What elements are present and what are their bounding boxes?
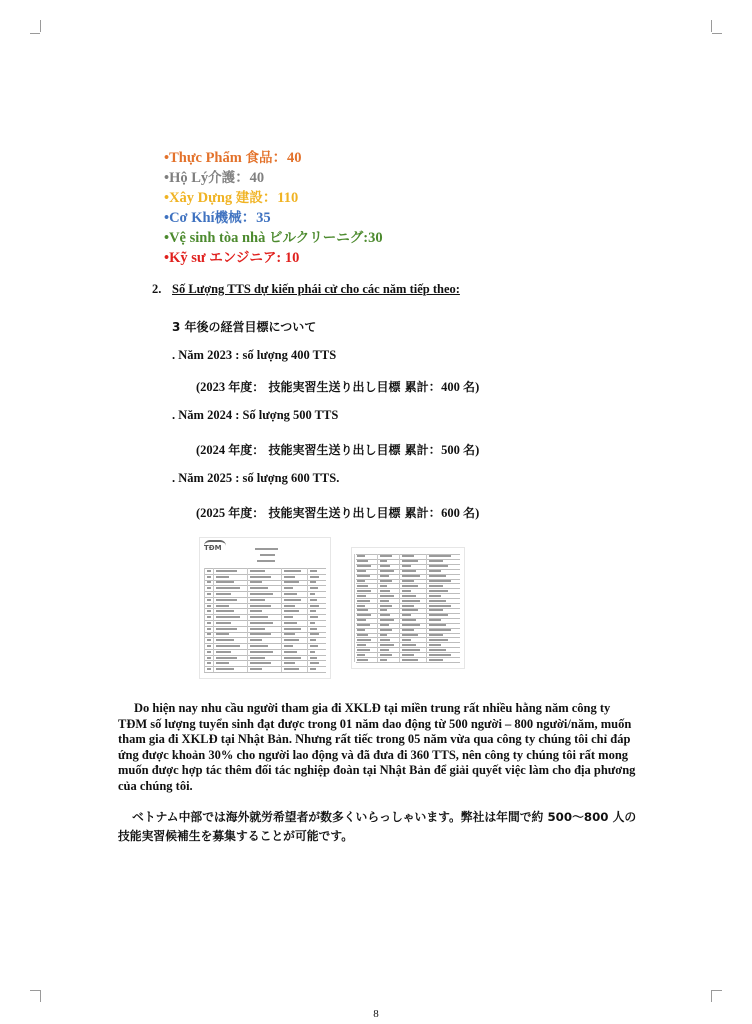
industry-jp: 介護 xyxy=(208,170,236,186)
scan-text-stroke xyxy=(284,628,301,630)
scan-text-stroke xyxy=(380,629,392,631)
scan-text-stroke xyxy=(310,639,316,641)
scan-text-stroke xyxy=(402,570,416,572)
industry-item-machinery xyxy=(164,208,383,228)
scan-text-stroke xyxy=(216,668,234,670)
industry-vi: Kỹ sư xyxy=(169,250,210,266)
scan-text-stroke xyxy=(284,633,295,635)
scan-row-line xyxy=(204,637,326,638)
jp-close: ) xyxy=(475,443,480,457)
jp-count: ：400 xyxy=(428,380,464,394)
scan-text-stroke xyxy=(402,649,420,651)
scan-text-stroke xyxy=(310,633,320,635)
scan-row-line xyxy=(204,580,326,581)
scan-text-stroke xyxy=(357,585,368,587)
scan-text-stroke xyxy=(357,624,369,626)
scan-text-stroke xyxy=(250,657,265,659)
paragraph-vi: Do hiện nay nhu cầu người tham gia đi XKLĐ tại miền trung rất nhiều hằng năm công ty TĐM số lượng tuyển sinh đạt được trong 01 năm dao động từ 500 người – 800 người/năm, muốn tham gia đi XKLĐ tại Nhật Bản. Nhưng rất tiếc trong 05 năm vừa qua công ty chúng tôi chỉ đáp ứng được khoản 30% cho người lao động và đã đưa đi 360 TTS, nên công ty chúng tôi rất mong muốn được hợp tác thêm đối tác nghiệp đoàn tại Nhật Bản để giải quyết việc làm cho địa phương của chúng tôi. xyxy=(118,701,636,793)
scan-text-stroke xyxy=(380,600,389,602)
scan-text-stroke xyxy=(310,622,315,624)
jp-close: ) xyxy=(475,506,480,520)
scan-row-line xyxy=(204,655,326,656)
scan-text-stroke xyxy=(357,644,366,646)
crop-mark-top-left-v xyxy=(40,20,41,32)
scan-row-line xyxy=(204,643,326,644)
jp-count: ：500 xyxy=(428,443,464,457)
scan-text-stroke xyxy=(216,645,240,647)
crop-mark-bottom-right-h xyxy=(712,990,722,991)
scan-text-stroke xyxy=(429,565,449,567)
jp-open: (2024 xyxy=(196,443,229,457)
year-2024-jp xyxy=(196,440,479,458)
scan-text-stroke xyxy=(284,668,299,670)
scan-text-stroke xyxy=(250,651,274,653)
scan-text-stroke xyxy=(207,633,211,635)
scan-text-stroke xyxy=(310,662,320,664)
scan-text-stroke xyxy=(310,605,320,607)
industry-vi: Hộ Lý xyxy=(169,170,209,186)
scanned-document-image-right xyxy=(352,548,464,668)
scan-col-line xyxy=(354,554,355,662)
bullet-icon: • xyxy=(164,250,170,266)
scan-text-stroke xyxy=(429,619,441,621)
scan-text-stroke xyxy=(250,668,263,670)
scan-text-stroke xyxy=(207,622,211,624)
scan-col-line xyxy=(213,568,214,672)
scan-text-stroke xyxy=(402,609,418,611)
scan-text-stroke xyxy=(380,619,394,621)
scan-text-stroke xyxy=(216,610,234,612)
year-2023-vi: . Năm 2023 : số lượng 400 TTS xyxy=(172,348,337,362)
scan-text-stroke xyxy=(207,570,211,572)
scan-text-stroke xyxy=(402,644,416,646)
industry-item-food xyxy=(164,148,383,168)
scan-col-line xyxy=(399,554,400,662)
scan-text-stroke xyxy=(429,595,441,597)
scan-text-stroke xyxy=(250,610,263,612)
scan-text-stroke xyxy=(216,570,237,572)
scan-text-stroke xyxy=(429,590,449,592)
scan-row-line xyxy=(204,626,326,627)
scan-text-stroke xyxy=(429,649,446,651)
scan-text-stroke xyxy=(402,659,418,661)
scan-col-line xyxy=(307,568,308,672)
jp-heading: 3 年後の経営目標について xyxy=(172,320,317,334)
scan-text-stroke xyxy=(402,614,411,616)
scan-row-line xyxy=(204,660,326,661)
scan-text-stroke xyxy=(310,581,316,583)
scan-text-stroke xyxy=(284,651,297,653)
crop-mark-bottom-left-v xyxy=(40,990,41,1002)
scan-text-stroke xyxy=(357,629,364,631)
scan-text-stroke xyxy=(310,593,315,595)
scan-text-stroke xyxy=(380,580,392,582)
scan-text-stroke xyxy=(357,600,369,602)
scan-text-stroke xyxy=(429,624,446,626)
scan-text-stroke xyxy=(250,622,274,624)
scan-text-stroke xyxy=(429,609,443,611)
scan-text-stroke xyxy=(207,581,211,583)
scan-text-stroke xyxy=(250,645,268,647)
scan-text-stroke xyxy=(357,580,364,582)
scan-text-stroke xyxy=(216,622,231,624)
scan-text-stroke xyxy=(402,575,420,577)
scan-text-stroke xyxy=(250,633,271,635)
scan-text-stroke xyxy=(429,580,451,582)
scan-text-stroke xyxy=(380,590,391,592)
industry-jp: エンジニア xyxy=(209,250,277,266)
scan-text-stroke xyxy=(284,593,297,595)
scan-text-stroke xyxy=(402,595,416,597)
scan-text-stroke xyxy=(310,628,317,630)
scan-text-stroke xyxy=(207,587,211,589)
scan-text-stroke xyxy=(207,645,211,647)
scan-col-line xyxy=(281,568,282,672)
scan-text-stroke xyxy=(380,595,394,597)
scan-row-line xyxy=(204,591,326,592)
scan-text-stroke xyxy=(207,616,211,618)
scan-text-stroke xyxy=(357,654,364,656)
industry-count: ：110 xyxy=(262,190,299,206)
scan-text-stroke xyxy=(429,585,443,587)
scan-text-stroke xyxy=(402,654,413,656)
scan-text-stroke xyxy=(310,651,315,653)
scan-text-stroke xyxy=(357,570,366,572)
scan-text-stroke xyxy=(357,659,368,661)
scan-col-line xyxy=(426,554,427,662)
scan-col-line xyxy=(247,568,248,672)
industry-item-care xyxy=(164,168,383,188)
scan-text-stroke xyxy=(284,599,301,601)
scan-text-stroke xyxy=(216,587,240,589)
industry-jp: ビルクリーニグ xyxy=(269,230,364,246)
scan-text-stroke xyxy=(429,570,441,572)
scan-text-stroke xyxy=(380,609,387,611)
scan-row-line xyxy=(204,574,326,575)
scan-text-stroke xyxy=(402,600,420,602)
scan-text-stroke xyxy=(207,657,211,659)
scan-text-stroke xyxy=(207,599,211,601)
paragraph-jp: ベトナム中部では海外就労希望者が数多くいらっしゃいます。弊社は年間で約 500～800 人の技能実習候補生を募集することが可能です。 xyxy=(118,810,637,843)
scan-text-stroke xyxy=(429,600,446,602)
scan-text-stroke xyxy=(250,587,268,589)
jp-open: (2025 xyxy=(196,506,229,520)
scan-text-stroke xyxy=(357,595,366,597)
scan-text-stroke xyxy=(284,639,299,641)
scan-text-stroke xyxy=(216,581,234,583)
scan-text-stroke xyxy=(380,570,394,572)
scan-text-stroke xyxy=(357,614,371,616)
jp-text: 年度： 技能実習生送り出し目標 累計 xyxy=(228,443,429,457)
page-number: 8 xyxy=(373,1008,379,1020)
scan-text-stroke xyxy=(429,634,443,636)
scan-text-stroke xyxy=(250,628,265,630)
scan-text-stroke xyxy=(429,614,449,616)
scan-text-stroke xyxy=(357,605,364,607)
scan-text-stroke xyxy=(216,628,237,630)
scan-text-stroke xyxy=(310,645,319,647)
crop-mark-bottom-left-h xyxy=(30,990,40,991)
crop-mark-bottom-right-v xyxy=(711,990,712,1002)
scan-row-line xyxy=(204,597,326,598)
scan-text-stroke xyxy=(380,639,391,641)
industry-vi: Thực Phẩm xyxy=(169,150,246,166)
scan-text-stroke xyxy=(310,599,317,601)
section-heading xyxy=(152,282,460,297)
scan-text-stroke xyxy=(380,614,391,616)
industry-jp: 建設 xyxy=(235,190,263,206)
scan-text-stroke xyxy=(216,651,231,653)
scan-text-stroke xyxy=(207,628,211,630)
scan-row-line xyxy=(204,568,326,569)
scan-text-stroke xyxy=(310,616,319,618)
section-number: 2. xyxy=(152,282,162,296)
scan-text-stroke xyxy=(357,634,368,636)
jp-open: (2023 xyxy=(196,380,229,394)
scan-header-stroke xyxy=(257,560,275,562)
scan-logo-rays-icon xyxy=(204,540,226,546)
scan-text-stroke xyxy=(357,565,371,567)
industry-item-engineer xyxy=(164,248,383,268)
scan-text-stroke xyxy=(250,581,263,583)
scan-text-stroke xyxy=(380,585,387,587)
scan-header-stroke xyxy=(255,548,278,550)
industry-count: :30 xyxy=(363,230,383,246)
scan-text-stroke xyxy=(402,580,413,582)
scan-text-stroke xyxy=(284,622,297,624)
scan-text-stroke xyxy=(429,639,449,641)
industry-count: : 10 xyxy=(276,250,300,266)
scan-text-stroke xyxy=(284,605,295,607)
crop-mark-top-right-v xyxy=(711,20,712,32)
industry-count: ：40 xyxy=(272,150,302,166)
scan-text-stroke xyxy=(380,555,392,557)
scan-text-stroke xyxy=(380,624,389,626)
scan-text-stroke xyxy=(207,651,211,653)
year-2025-jp xyxy=(196,503,479,521)
scan-text-stroke xyxy=(310,668,316,670)
scan-text-stroke xyxy=(429,654,451,656)
section-title: Số Lượng TTS dự kiến phái cử cho các năm tiếp theo: xyxy=(172,282,460,296)
scan-text-stroke xyxy=(429,560,443,562)
scan-text-stroke xyxy=(284,587,293,589)
scan-text-stroke xyxy=(310,570,317,572)
scan-text-stroke xyxy=(207,576,211,578)
scan-text-stroke xyxy=(402,585,418,587)
bullet-icon: • xyxy=(164,190,170,206)
industry-count: ：35 xyxy=(241,210,271,226)
scan-text-stroke xyxy=(357,649,369,651)
scan-text-stroke xyxy=(216,576,229,578)
bullet-icon: • xyxy=(164,150,170,166)
scan-text-stroke xyxy=(216,662,229,664)
scan-text-stroke xyxy=(402,605,413,607)
year-2023-jp xyxy=(196,377,479,395)
jp-unit: 名 xyxy=(463,443,476,457)
jp-unit: 名 xyxy=(463,506,476,520)
industry-vi: Vệ sinh tòa nhà xyxy=(169,230,269,246)
scan-text-stroke xyxy=(216,605,229,607)
scan-text-stroke xyxy=(216,599,237,601)
scan-text-stroke xyxy=(284,610,299,612)
industry-count: ：40 xyxy=(235,170,265,186)
scan-text-stroke xyxy=(357,619,366,621)
scan-text-stroke xyxy=(284,570,301,572)
scan-text-stroke xyxy=(250,599,265,601)
scan-row-line xyxy=(356,662,460,663)
scan-text-stroke xyxy=(310,657,317,659)
industry-vi: Xây Dựng xyxy=(169,190,236,206)
scan-text-stroke xyxy=(207,668,211,670)
bullet-icon: • xyxy=(164,210,170,226)
scan-text-stroke xyxy=(250,605,271,607)
scan-header-stroke xyxy=(260,554,276,556)
scan-text-stroke xyxy=(380,575,389,577)
industry-jp: 機械 xyxy=(214,210,242,226)
scan-text-stroke xyxy=(429,555,451,557)
scan-text-stroke xyxy=(310,610,316,612)
scan-text-stroke xyxy=(310,587,319,589)
scan-text-stroke xyxy=(402,619,416,621)
scan-text-stroke xyxy=(357,609,368,611)
scan-text-stroke xyxy=(357,555,364,557)
year-2024-vi: . Năm 2024 : Số lượng 500 TTS xyxy=(172,408,339,422)
scan-row-line xyxy=(204,614,326,615)
scan-text-stroke xyxy=(310,576,320,578)
scan-text-stroke xyxy=(380,560,387,562)
industry-jp: 食品 xyxy=(245,150,273,166)
scan-text-stroke xyxy=(207,593,211,595)
scan-text-stroke xyxy=(284,662,295,664)
scan-text-stroke xyxy=(207,639,211,641)
crop-mark-top-left-h xyxy=(30,33,40,34)
industry-item-building-cleaning xyxy=(164,228,383,248)
scan-text-stroke xyxy=(402,629,413,631)
scan-text-stroke xyxy=(250,570,265,572)
scan-row-line xyxy=(204,649,326,650)
scan-text-stroke xyxy=(207,605,211,607)
scan-text-stroke xyxy=(216,639,234,641)
scan-text-stroke xyxy=(216,593,231,595)
scan-text-stroke xyxy=(207,662,211,664)
scan-text-stroke xyxy=(429,644,441,646)
scan-text-stroke xyxy=(250,576,271,578)
scan-text-stroke xyxy=(429,629,451,631)
scan-text-stroke xyxy=(402,639,411,641)
scan-text-stroke xyxy=(216,633,229,635)
scan-text-stroke xyxy=(380,565,391,567)
scan-text-stroke xyxy=(357,639,371,641)
scan-col-line xyxy=(377,554,378,662)
scan-row-line xyxy=(204,620,326,621)
scan-logo: TĐM xyxy=(204,544,222,552)
scanned-document-image-left xyxy=(200,538,330,678)
scan-text-stroke xyxy=(402,634,418,636)
scan-text-stroke xyxy=(357,560,368,562)
scan-text-stroke xyxy=(380,649,389,651)
crop-mark-top-right-h xyxy=(712,33,722,34)
scan-text-stroke xyxy=(380,644,394,646)
scan-text-stroke xyxy=(216,657,237,659)
scan-text-stroke xyxy=(284,581,299,583)
jp-close: ) xyxy=(475,380,480,394)
jp-count: ：600 xyxy=(428,506,464,520)
scan-text-stroke xyxy=(429,659,443,661)
scan-text-stroke xyxy=(250,639,263,641)
scan-text-stroke xyxy=(284,657,301,659)
jp-text: 年度： 技能実習生送り出し目標 累計 xyxy=(228,380,429,394)
industry-item-construction xyxy=(164,188,383,208)
scan-text-stroke xyxy=(380,659,387,661)
scan-text-stroke xyxy=(402,555,413,557)
bullet-icon: • xyxy=(164,170,170,186)
scan-row-line xyxy=(204,632,326,633)
scan-row-line xyxy=(204,585,326,586)
industry-list xyxy=(164,148,383,268)
scan-text-stroke xyxy=(207,610,211,612)
scan-text-stroke xyxy=(284,576,295,578)
scan-text-stroke xyxy=(380,634,387,636)
scan-text-stroke xyxy=(380,654,392,656)
jp-unit: 名 xyxy=(463,380,476,394)
scan-text-stroke xyxy=(357,590,371,592)
scan-text-stroke xyxy=(402,590,411,592)
scan-text-stroke xyxy=(284,616,293,618)
scan-text-stroke xyxy=(402,624,420,626)
scan-text-stroke xyxy=(402,560,418,562)
scan-text-stroke xyxy=(250,662,271,664)
jp-text: 年度： 技能実習生送り出し目標 累計 xyxy=(228,506,429,520)
scan-text-stroke xyxy=(380,605,392,607)
scan-text-stroke xyxy=(250,593,274,595)
scan-row-line xyxy=(204,603,326,604)
scan-text-stroke xyxy=(402,565,411,567)
scan-text-stroke xyxy=(429,605,451,607)
scan-text-stroke xyxy=(357,575,369,577)
scan-row-line xyxy=(204,608,326,609)
scan-col-line xyxy=(204,568,205,672)
scan-row-line xyxy=(204,672,326,673)
scan-text-stroke xyxy=(250,616,268,618)
scan-row-line xyxy=(204,666,326,667)
bullet-icon: • xyxy=(164,230,170,246)
scan-text-stroke xyxy=(216,616,240,618)
scan-text-stroke xyxy=(429,575,446,577)
scan-text-stroke xyxy=(284,645,293,647)
year-2025-vi: . Năm 2025 : số lượng 600 TTS. xyxy=(172,471,340,485)
industry-vi: Cơ Khí xyxy=(169,210,215,226)
